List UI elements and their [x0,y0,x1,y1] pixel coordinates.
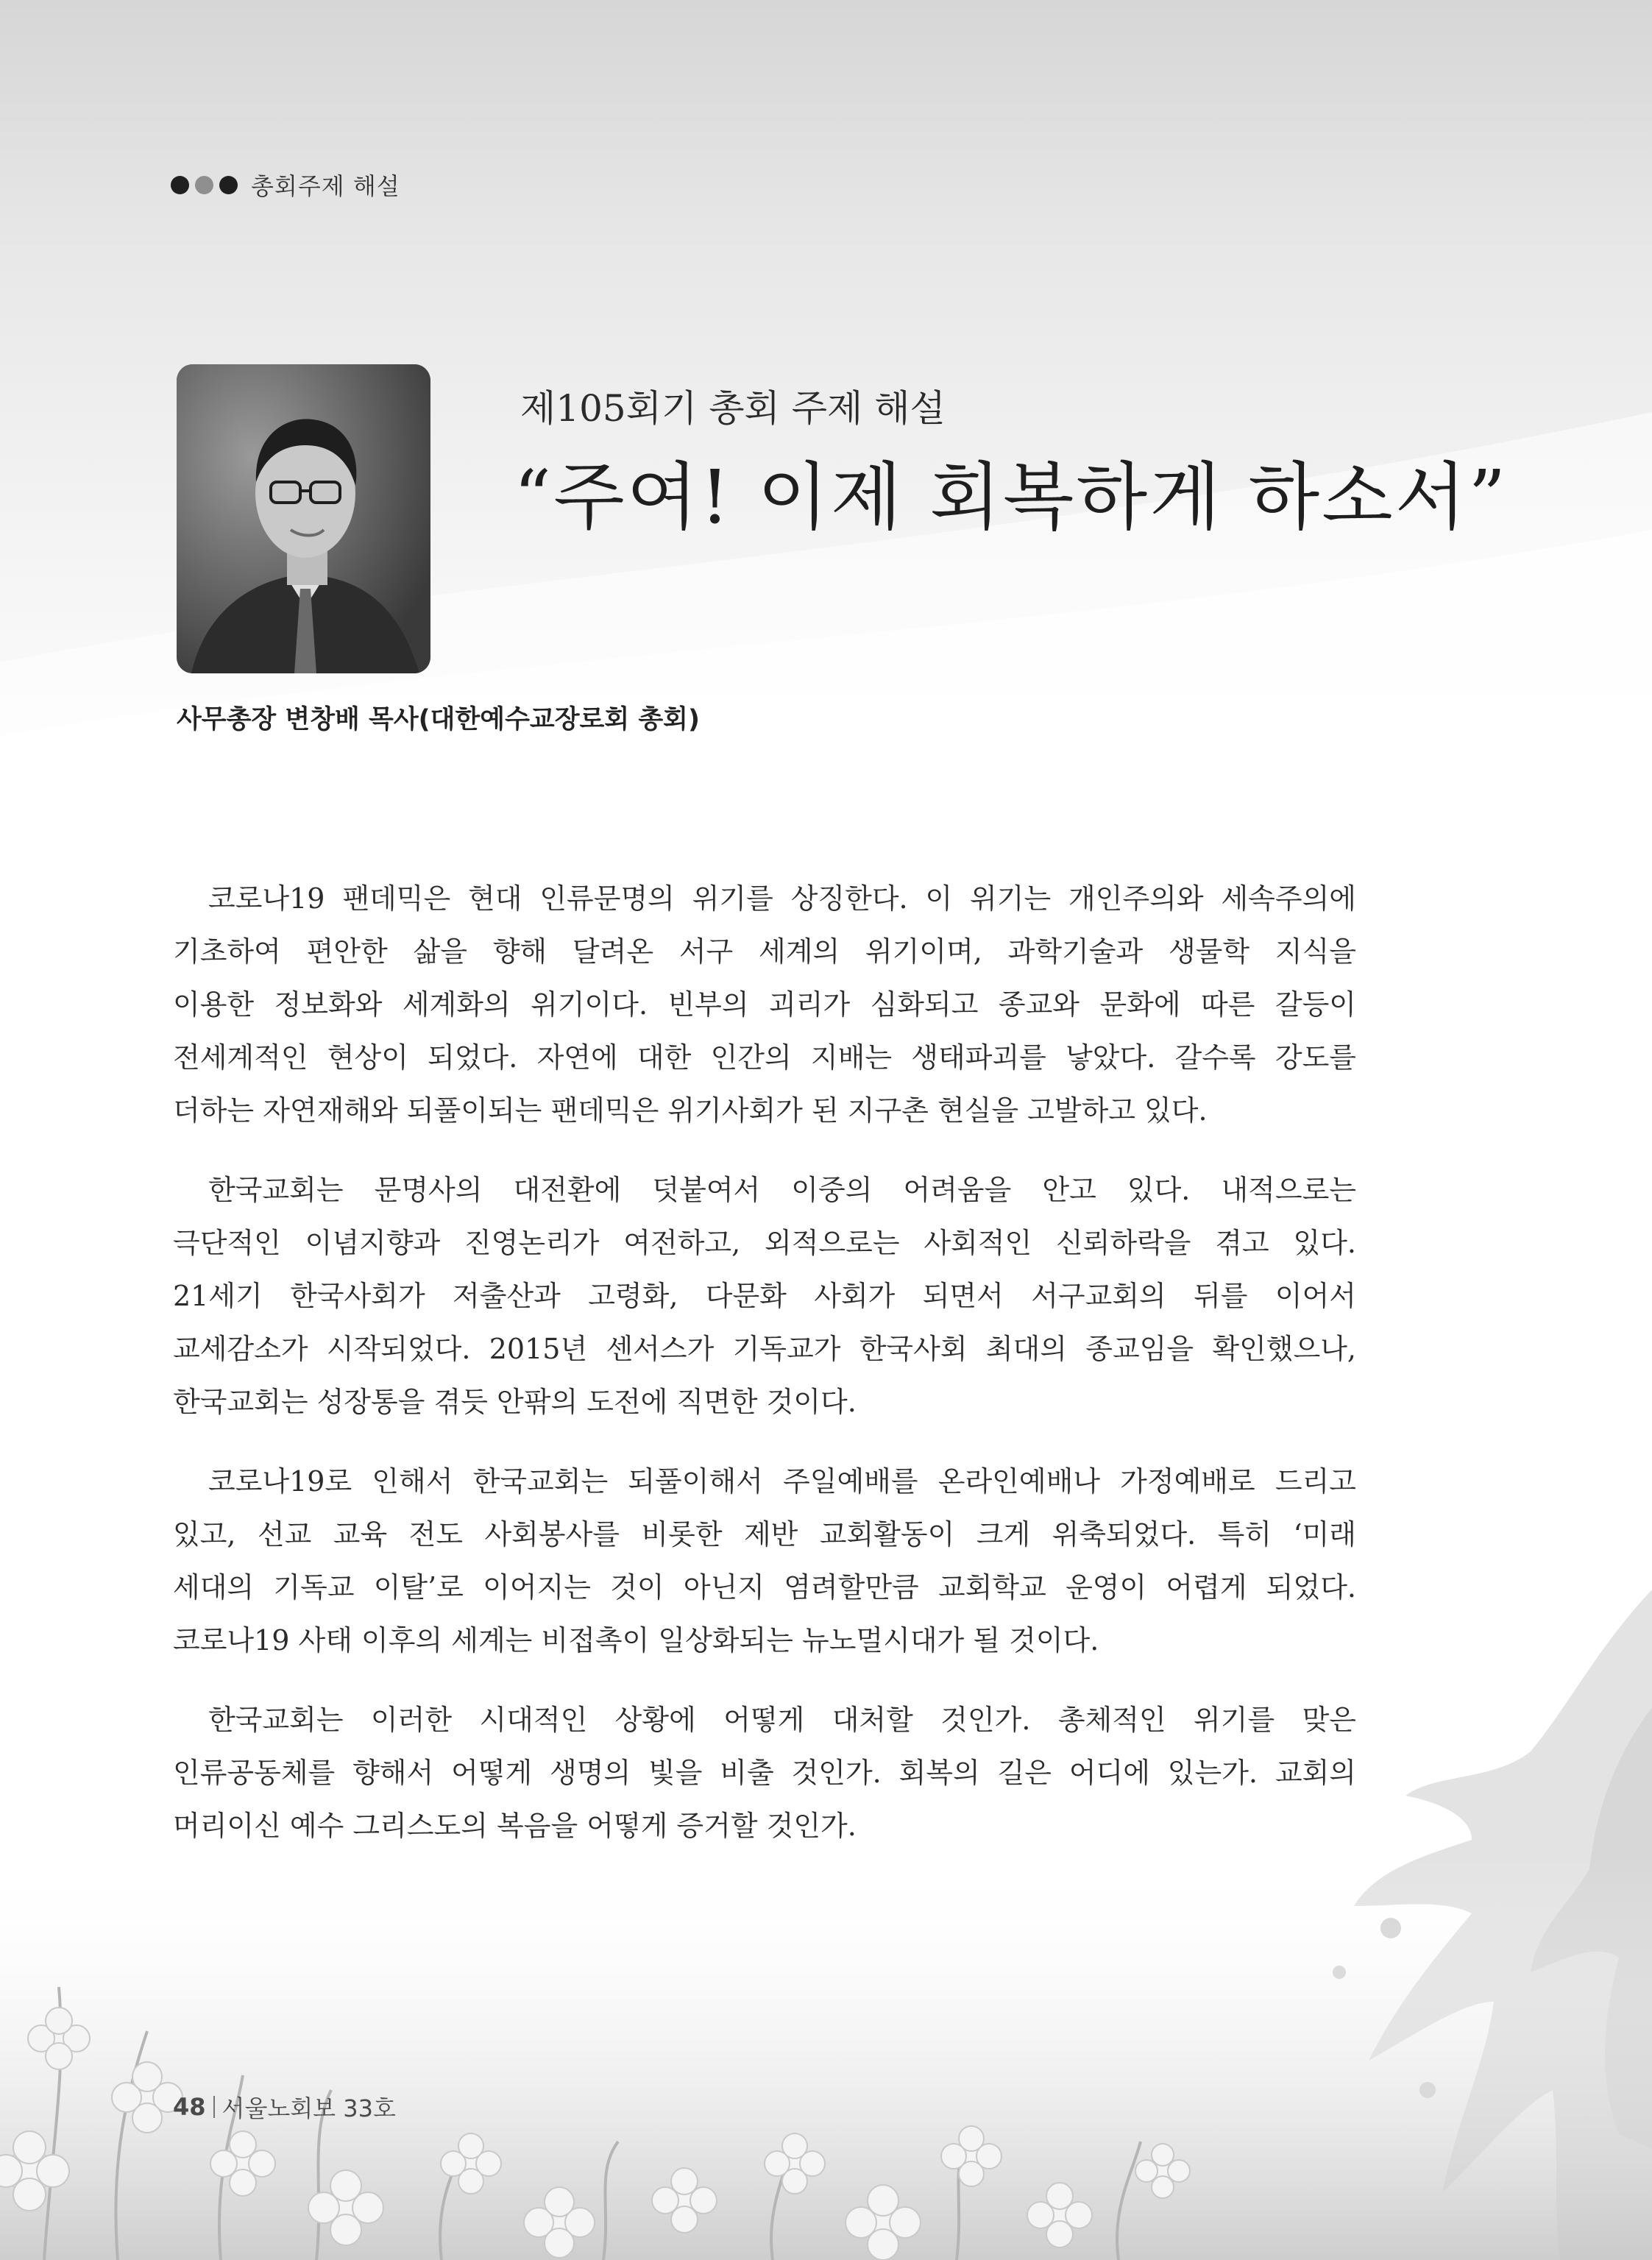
page-footer [173,2090,396,2124]
paragraph [173,872,1356,1137]
bullet-dot-icon [219,176,238,194]
text-line: 한국교회는 이러한 시대적인 상황에 어떻게 대처할 것인가. 총체적인 위기를 맞은 [208,1704,1356,1736]
footer-divider [213,2096,215,2118]
text-line: 코로나19 팬데믹은 현대 인류문명의 위기를 상징한다. 이 위기는 개인주의와 세속주의에 [208,882,1356,915]
author-caption: 사무총장 변창배 목사(대한예수교장로회 총회) [177,705,700,734]
text-line: 이용한 정보화와 세계화의 위기이다. 빈부의 괴리가 심화되고 종교와 문화에 따른 갈등이 [173,988,1356,1021]
paragraph [173,1163,1356,1428]
text-line: 교세감소가 시작되었다. 2015년 센서스가 기독교가 한국사회 최대의 종교임을 확인했으나, [173,1333,1356,1365]
section-label: 총회주제 해설 [251,172,400,200]
bullet-dot-icon [195,176,213,194]
author-photo [177,364,430,673]
paragraph [173,1455,1356,1667]
text-line: 전세계적인 현상이 되었다. 자연에 대한 인간의 지배는 생태파괴를 낳았다. 갈수록 강도를 [173,1041,1356,1074]
article-title: “주여! 이제 회복하게 하소서” [514,454,1509,540]
article-body [173,872,1356,1879]
paragraph [173,1693,1356,1852]
text-line: 극단적인 이념지향과 진영논리가 여전하고, 외적으로는 사회적인 신뢰하락을 겪고 있다. [173,1227,1356,1259]
text-line: 세대의 기독교 이탈’로 이어지는 것이 아닌지 염려할만큼 교회학교 운영이 어렵게 되었다. [173,1571,1356,1604]
text-line: 인류공동체를 향해서 어떻게 생명의 빛을 비출 것인가. 회복의 길은 어디에 있는가. 교회의 [173,1757,1356,1789]
text-line: 있고, 선교 교육 전도 사회봉사를 비롯한 제반 교회활동이 크게 위축되었다. 특히 ‘미래 [173,1518,1356,1551]
text-line: 머리이신 예수 그리스도의 복음을 어떻게 증거할 것인가. [173,1810,857,1842]
text-line: 더하는 자연재해와 되풀이되는 팬데믹은 위기사회가 된 지구촌 현실을 고발하고 있다. [173,1094,1208,1127]
article-subtitle: 제105회기 총회 주제 해설 [520,387,946,430]
bullet-dot-icon [171,176,189,194]
text-line: 한국교회는 문명사의 대전환에 덧붙여서 이중의 어려움을 안고 있다. 내적으로는 [208,1174,1356,1206]
flower-field-decoration [0,1855,1652,2260]
text-line: 코로나19 사태 이후의 세계는 비접촉이 일상화되는 뉴노멀시대가 될 것이다. [173,1624,1099,1657]
publication-name: 서울노회보 33호 [221,2094,396,2122]
page-number: 48 [173,2093,206,2121]
section-header [171,168,400,202]
text-line: 21세기 한국사회가 저출산과 고령화, 다문화 사회가 되면서 서구교회의 뒤를 이어서 [173,1280,1356,1312]
text-line: 코로나19로 인해서 한국교회는 되풀이해서 주일예배를 온라인예배나 가정예배로 드리고 [208,1465,1356,1498]
text-line: 한국교회는 성장통을 겪듯 안팎의 도전에 직면한 것이다. [173,1386,857,1418]
text-line: 기초하여 편안한 삶을 향해 달려온 서구 세계의 위기이며, 과학기술과 생물학 지식을 [173,935,1356,968]
